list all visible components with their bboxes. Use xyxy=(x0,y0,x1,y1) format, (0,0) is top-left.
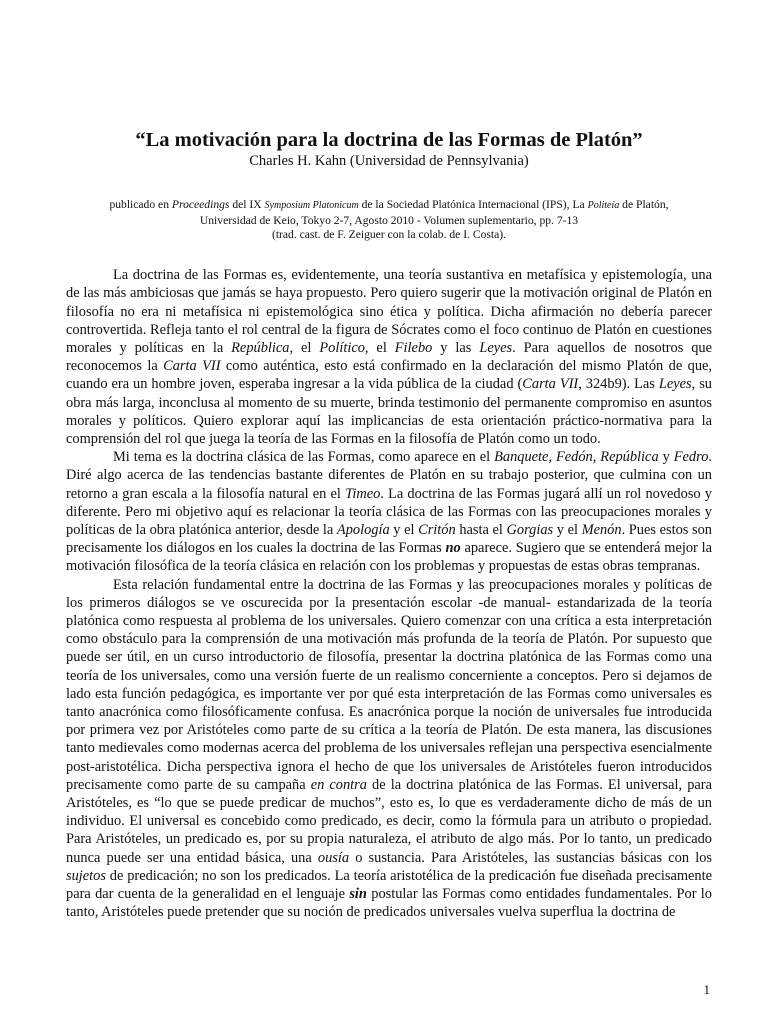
text-run: , el xyxy=(364,339,395,356)
italic-run: Banquete, Fedón, República xyxy=(494,449,659,466)
text-run: de la doctrina platónica de las Formas. El universal, para Aristóteles, es “lo que se puede predicar de muchos”, esto es, lo que es verdaderamente dicho de más de un individuo. El universal es concebido como predicado, es decir, como la fórmula para un atributo o propiedad. Para Aristóteles, un predicado es, por su propia naturaleza, el atributo de algo más. Por lo tanto, un predicado nunca puede ser una entidad básica, una xyxy=(66,776,712,866)
text-run: hasta el xyxy=(455,521,507,538)
italic-run: Critón xyxy=(418,521,456,538)
text-run: y xyxy=(658,449,674,466)
text-run: Mi tema es la doctrina clásica de las Formas, como aparece en el xyxy=(113,449,495,466)
italic-run: Fedro xyxy=(673,449,709,466)
italic-run: Menón xyxy=(581,521,622,538)
bold-italic-run: no xyxy=(445,540,461,557)
italic-run: ousía xyxy=(317,849,350,866)
italic-run: Timeo xyxy=(345,485,381,502)
paragraph-1 xyxy=(66,266,712,448)
text-run: Esta relación fundamental entre la doctrina de las Formas y las preocupaciones morales y políticas de los primeros diálogos se ve oscurecida por la presentación escolar -de manual- estandarizada de la teoría platónica como respuesta al problema de los universales. Quiero comenzar con una crítica a esta interpretación como obstáculo para la comprensión de una motivación más profunda de la teoría de Platón. Por supuesto que puede ser útil, en un curso introductorio de filosofía, presentar la doctrina platónica de las Formas como una teoría de los universales, como una versión fuerte de un realismo concerniente a conceptos. Pero si dejamos de lado esta función pedagógica, es importante ver por qué esta interpretación de las Formas como universales es tanto anacrónica como filosóficamente confusa. Es anacrónica porque la noción de universales fue introducida por primera vez por Aristóteles como parte de su crítica a la teoría de Platón. De esta manera, las discusiones tanto medievales como modernas acerca del problema de los universales reflejan una perspectiva esencialmente post-aristotélica. Dicha perspectiva ignora el hecho de que los universales de Aristóteles fueron introducidos precisamente como parte de su campaña xyxy=(66,576,712,793)
text-run: o sustancia. Para Aristóteles, las sustancias básicas con los xyxy=(349,849,712,866)
text-run: y las xyxy=(432,339,480,356)
publication-info xyxy=(66,198,712,243)
text-run: , el xyxy=(289,339,320,356)
document-page xyxy=(66,128,712,921)
text-run: de predicación; no son los predicados. La teoría aristotélica de la predicación fue diseñada precisamente para dar cuenta de la generalidad en el lenguaje xyxy=(66,867,712,903)
pub-text: publicado en xyxy=(109,198,172,211)
text-run: aparece. Sugiero que se entenderá mejor la motivación filosófica de la teoría clásica en relación con los problemas y propuestas de estas obras tempranas. xyxy=(66,540,712,575)
text-run: La doctrina de las Formas es, evidentemente, una teoría sustantiva en metafísica y epistemología, una de las más ambiciosas que jamás se haya propuesto. Pero quiero sugerir que la motivación original de Platón en filosofía no era ni metafísica ni epistemológica sino ética y política. Dicha afirmación no debería parecer controvertida. Refleja tanto el rol central de la figura de Sócrates como el foco continuo de Platón en cuestiones morales y políticas en la xyxy=(66,267,712,356)
page-number: 1 xyxy=(703,982,710,997)
pub-symposium: Symposium Platonicum xyxy=(264,200,359,211)
document-body xyxy=(66,266,712,921)
text-run: , 324b9). Las xyxy=(578,376,659,393)
italic-run: sujetos xyxy=(66,867,106,884)
pub-line-2: Universidad de Keio, Tokyo 2-7, Agosto 2010 - Volumen suplementario, pp. 7-13 xyxy=(199,213,579,227)
bold-italic-run: sin xyxy=(349,886,367,903)
text-run: y el xyxy=(553,521,582,538)
italic-run: en contra xyxy=(310,776,367,793)
pub-text: de la Sociedad Platónica Internacional (IPS), La xyxy=(358,198,588,211)
text-run: , su obra más larga, inconclusa al momento de su muerte, brinda testimonio del permanente compromiso en asuntos morales y políticos. Quiero explorar aquí las implicancias de esta orientación práctico-normativa para la comprensión del rol que juega la teoría de las Formas en la filosofía de Platón como un todo. xyxy=(66,376,712,447)
italic-run: Leyes xyxy=(658,376,692,393)
italic-run: Apología xyxy=(336,521,390,538)
text-run: postular las Formas como entidades fundamentales. Por lo tanto, Aristóteles puede pretender que su noción de predicados universales vuelva superflua la doctrina de xyxy=(66,886,712,921)
document-author: Charles H. Kahn (Universidad de Pennsylvania) xyxy=(249,153,529,169)
italic-run: Carta VII xyxy=(163,358,221,375)
text-run: . La doctrina de las Formas jugará allí un rol novedoso y diferente. Pero mi objetivo aquí es relacionar la teoría clásica de las Formas con las preocupaciones morales y políticas de la obra platónica anterior, desde la xyxy=(66,485,712,538)
pub-proceedings: Proceedings xyxy=(171,198,230,211)
pub-text: del IX xyxy=(229,198,265,211)
text-run: y el xyxy=(389,521,419,538)
paragraph-3 xyxy=(66,576,712,922)
document-title: “La motivación para la doctrina de las Formas de Platón” xyxy=(135,129,643,151)
italic-run: Gorgias xyxy=(506,521,554,538)
text-run: . Pues estos son precisamente los diálogos en los cuales la doctrina de las Formas xyxy=(66,521,712,557)
pub-text: de Platón, xyxy=(619,198,669,211)
paragraph-2 xyxy=(66,448,712,575)
italic-run: Filebo xyxy=(394,339,433,356)
pub-politeia: Politeía xyxy=(587,200,620,211)
italic-run: Carta VII xyxy=(522,376,579,393)
text-run: . Para aquellos de nosotros que reconocemos la xyxy=(66,339,713,375)
text-run: . Diré algo acerca de las tendencias bastante diferentes de Platón en su trabajo posterior, que culmina con un retorno a gran escala a la filosofía natural en el xyxy=(66,449,712,502)
italic-run: Político xyxy=(319,339,365,356)
text-run: como auténtica, esto está confirmado en la declaración del mismo Platón de que, cuando era un hombre joven, esperaba ingresar a la vida pública de la ciudad ( xyxy=(66,358,712,393)
italic-run: República xyxy=(231,339,290,356)
italic-run: Leyes xyxy=(479,339,513,356)
pub-line-3: (trad. cast. de F. Zeiguer con la colab. de I. Costa). xyxy=(271,228,507,242)
